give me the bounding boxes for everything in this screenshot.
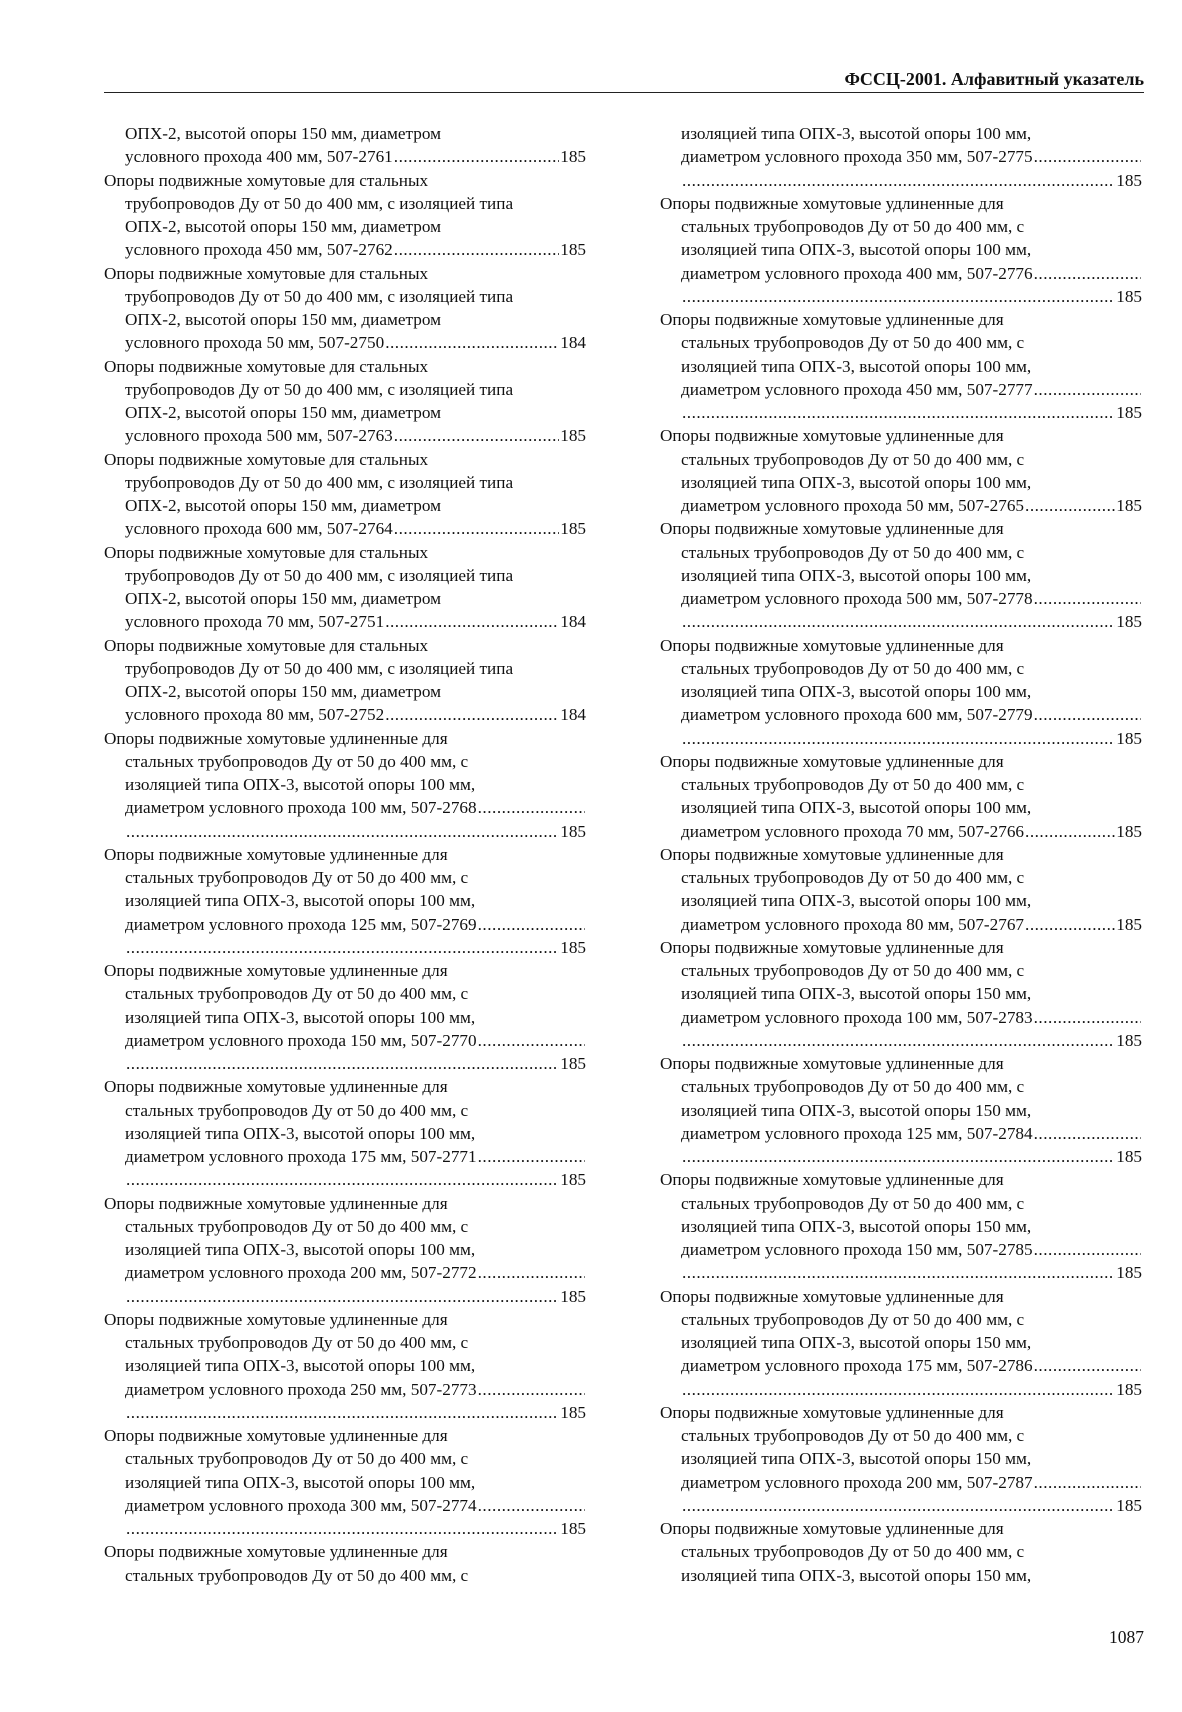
entry-line: ОПХ-2, высотой опоры 150 мм, диаметром [125,310,441,329]
leader-dots [478,796,585,819]
entry-page-line [660,1261,1142,1284]
index-entry [660,192,1142,308]
leader-dots [394,238,559,261]
entry-page-line [660,169,1142,192]
index-entry [104,448,586,541]
entry-page-ref: 185 [1116,728,1142,748]
entry-line: стальных трубопроводов Ду от 50 до 400 мм, с [681,1426,1025,1445]
entry-page-ref: 185 [1116,821,1142,841]
entry-last-line [660,1238,1142,1261]
entry-text: диаметром условного прохода 300 мм, 507-2774 [125,1495,477,1515]
entry-page-ref: 184 [560,705,586,725]
entry-line: стальных трубопроводов Ду от 50 до 400 мм, с [681,1309,1025,1329]
entry-page-line [104,1168,586,1191]
entry-line: стальных трубопроводов Ду от 50 до 400 мм, с [681,1193,1025,1213]
entry-page-line [660,401,1142,424]
leader-dots [682,1494,1115,1517]
entry-line: Опоры подвижные хомутовые удлиненные для [660,751,1004,771]
index-entry [104,262,586,355]
entry-last-line [660,1471,1142,1494]
leader-dots [1034,1354,1141,1377]
entry-text: диаметром условного прохода 100 мм, 507-2783 [681,1007,1033,1027]
leader-dots [1034,703,1141,726]
entry-page-ref: 185 [560,426,586,446]
entry-line: стальных трубопроводов Ду от 50 до 400 мм, с [681,658,1025,678]
entry-line: стальных трубопроводов Ду от 50 до 400 мм, с [681,1077,1025,1097]
index-entry [104,541,586,634]
entry-page-line [104,1285,586,1308]
entry-line: стальных трубопроводов Ду от 50 до 400 мм, с [125,1565,469,1585]
leader-dots [1034,145,1141,168]
entry-text: диаметром условного прохода 350 мм, 507-2775 [681,147,1033,167]
entry-line: изоляцией типа ОПХ-3, высотой опоры 150 мм, [681,1100,1032,1120]
entry-page-line [660,1145,1142,1168]
entry-last-line [104,796,586,819]
entry-page-ref: 185 [560,1402,586,1422]
entry-line: ОПХ-2, высотой опоры 150 мм, диаметром [125,217,441,236]
leader-dots [126,1401,559,1424]
leader-dots [126,936,559,959]
entry-last-line [104,703,586,726]
entry-page-ref: 185 [1116,286,1142,306]
leader-dots [394,145,559,168]
leader-dots [682,610,1115,633]
leader-dots [682,727,1115,750]
leader-dots [385,610,559,633]
leader-dots [394,517,559,540]
entry-line: Опоры подвижные хомутовые удлиненные для [104,1309,448,1329]
entry-page-ref: 185 [560,1054,586,1073]
index-entry [104,1308,586,1424]
entry-page-line [660,727,1142,750]
page-number: 1087 [1109,1627,1144,1647]
entry-last-line [104,1029,586,1052]
entry-line: Опоры подвижные хомутовые для стальных [104,356,429,376]
leader-dots [1034,1006,1141,1029]
entry-text: диаметром условного прохода 200 мм, 507-2772 [125,1263,477,1283]
entry-line: изоляцией типа ОПХ-3, высотой опоры 100 мм, [681,124,1032,143]
entry-last-line [660,1122,1142,1145]
leader-dots [478,1145,585,1168]
leader-dots [478,1261,585,1284]
entry-line: стальных трубопроводов Ду от 50 до 400 мм, с [681,217,1025,236]
entry-page-ref: 184 [560,612,586,632]
entry-line: Опоры подвижные хомутовые для стальных [104,263,429,283]
entry-page-ref: 185 [560,147,586,167]
entry-page-ref: 185 [1116,1379,1142,1399]
leader-dots [126,1517,559,1540]
entry-line: Опоры подвижные хомутовые для стальных [104,542,429,562]
entry-line: трубопроводов Ду от 50 до 400 мм, с изоляцией типа [125,379,514,399]
entry-page-ref: 185 [1116,612,1142,632]
entry-page-line [660,610,1142,633]
index-entry [660,1285,1142,1401]
entry-text: диаметром условного прохода 600 мм, 507-2779 [681,705,1033,725]
entry-line: Опоры подвижные хомутовые удлиненные для [660,519,1004,539]
index-column-left [104,122,586,1587]
entry-last-line [104,1261,586,1284]
index-entry [104,1424,586,1540]
entry-page-ref: 185 [1116,1147,1142,1166]
index-entry [104,959,586,1075]
leader-dots [1034,1238,1141,1261]
index-entry [660,122,1142,192]
leader-dots [682,1145,1115,1168]
entry-text: диаметром условного прохода 70 мм, 507-2766 [681,821,1025,841]
entry-line: изоляцией типа ОПХ-3, высотой опоры 100 мм, [681,565,1032,585]
entry-page-line [104,820,586,843]
entry-last-line [660,145,1142,168]
entry-line: изоляцией типа ОПХ-3, высотой опоры 150 мм, [681,1565,1032,1585]
leader-dots [126,1052,559,1075]
entry-line: стальных трубопроводов Ду от 50 до 400 мм, с [125,1100,469,1120]
leader-dots [478,1378,585,1401]
entry-line: изоляцией типа ОПХ-3, высотой опоры 100 мм, [125,775,476,794]
entry-last-line [104,1145,586,1168]
entry-page-line [660,1494,1142,1517]
index-entry [660,308,1142,424]
index-entry [660,1168,1142,1284]
entry-line: Опоры подвижные хомутовые удлиненные для [660,1054,1004,1073]
entry-last-line [104,424,586,447]
entry-line: изоляцией типа ОПХ-3, высотой опоры 100 мм, [125,1356,476,1376]
index-entry [104,634,586,727]
entry-line: трубопроводов Ду от 50 до 400 мм, с изоляцией типа [125,658,514,678]
entry-page-ref: 185 [1116,496,1142,515]
entry-line: трубопроводов Ду от 50 до 400 мм, с изоляцией типа [125,286,514,306]
index-entry [660,634,1142,750]
entry-line: стальных трубопроводов Ду от 50 до 400 мм, с [681,542,1025,562]
entry-line: Опоры подвижные хомутовые удлиненные для [104,1077,448,1097]
entry-page-ref: 185 [560,1170,586,1190]
entry-line: Опоры подвижные хомутовые удлиненные для [660,635,1004,655]
entry-line: изоляцией типа ОПХ-3, высотой опоры 100 мм, [125,1472,476,1492]
entry-line: ОПХ-2, высотой опоры 150 мм, диаметром [125,589,441,608]
entry-text: условного прохода 500 мм, 507-2763 [125,426,393,446]
index-entry [660,936,1142,1052]
leader-dots [1034,378,1141,401]
index-column-right [660,122,1142,1587]
entry-last-line [660,1006,1142,1029]
leader-dots [682,1029,1115,1052]
entry-line: Опоры подвижные хомутовые удлиненные для [660,1402,1004,1422]
index-entry [104,843,586,959]
entry-line: стальных трубопроводов Ду от 50 до 400 мм, с [681,1542,1025,1562]
entry-text: диаметром условного прохода 500 мм, 507-2778 [681,589,1033,608]
entry-line: стальных трубопроводов Ду от 50 до 400 мм, с [681,775,1025,794]
leader-dots [1034,1471,1141,1494]
entry-text: диаметром условного прохода 50 мм, 507-2765 [681,496,1025,515]
entry-page-ref: 185 [1116,914,1142,934]
entry-page-ref: 185 [560,821,586,841]
leader-dots [682,401,1115,424]
entry-page-line [104,1052,586,1075]
entry-line: стальных трубопроводов Ду от 50 до 400 мм, с [681,333,1025,353]
leader-dots [1025,494,1115,517]
entry-line: Опоры подвижные хомутовые удлиненные для [660,937,1004,957]
entry-last-line [660,378,1142,401]
entry-page-ref: 185 [1116,1030,1142,1050]
entry-text: условного прохода 400 мм, 507-2761 [125,147,393,167]
entry-line: изоляцией типа ОПХ-3, высотой опоры 100 мм, [681,891,1032,911]
entry-line: Опоры подвижные хомутовые для стальных [104,170,429,190]
entry-page-ref: 185 [560,519,586,539]
entry-line: стальных трубопроводов Ду от 50 до 400 мм, с [125,751,469,771]
leader-dots [1034,1122,1141,1145]
leader-dots [385,703,559,726]
leader-dots [682,1378,1115,1401]
entry-text: диаметром условного прохода 125 мм, 507-2784 [681,1123,1033,1143]
entry-text: диаметром условного прохода 400 мм, 507-2776 [681,263,1033,283]
entry-line: стальных трубопроводов Ду от 50 до 400 мм, с [125,1449,469,1469]
index-entry [104,122,586,169]
entry-line: трубопроводов Ду от 50 до 400 мм, с изоляцией типа [125,472,514,492]
entry-line: Опоры подвижные хомутовые удлиненные для [104,728,448,748]
entry-line: трубопроводов Ду от 50 до 400 мм, с изоляцией типа [125,193,514,213]
entry-last-line [104,1378,586,1401]
entry-last-line [660,703,1142,726]
entry-page-ref: 185 [1116,1495,1142,1515]
entry-text: условного прохода 80 мм, 507-2752 [125,705,385,725]
entry-text: диаметром условного прохода 80 мм, 507-2767 [681,914,1025,934]
entry-last-line [104,1494,586,1517]
entry-last-line [660,262,1142,285]
entry-page-line [660,1378,1142,1401]
entry-text: диаметром условного прохода 150 мм, 507-2770 [125,1030,477,1050]
entry-page-ref: 185 [1116,1263,1142,1283]
entry-text: диаметром условного прохода 175 мм, 507-2786 [681,1356,1033,1376]
index-entry [660,843,1142,936]
entry-line: стальных трубопроводов Ду от 50 до 400 мм, с [681,961,1025,980]
index-entry [104,1192,586,1308]
entry-line: изоляцией типа ОПХ-3, высотой опоры 150 мм, [681,984,1032,1004]
entry-page-line [104,1517,586,1540]
entry-line: изоляцией типа ОПХ-3, высотой опоры 100 мм, [125,891,476,911]
leader-dots [126,820,559,843]
entry-line: Опоры подвижные хомутовые удлиненные для [660,310,1004,329]
entry-page-ref: 184 [560,333,586,353]
index-entry [660,1401,1142,1517]
leader-dots [1034,587,1141,610]
index-entry [660,1052,1142,1168]
entry-text: диаметром условного прохода 450 мм, 507-2777 [681,379,1033,399]
leader-dots [478,1494,585,1517]
entry-line: стальных трубопроводов Ду от 50 до 400 мм, с [125,1333,469,1352]
entry-line: Опоры подвижные хомутовые удлиненные для [660,1170,1004,1190]
entry-last-line [104,610,586,633]
header-title: ФССЦ-2001. Алфавитный указатель [844,69,1144,89]
entry-line: изоляцией типа ОПХ-3, высотой опоры 100 мм, [125,1007,476,1027]
entry-text: диаметром условного прохода 100 мм, 507-2768 [125,798,477,818]
entry-line: Опоры подвижные хомутовые удлиненные для [660,426,1004,446]
entry-line: изоляцией типа ОПХ-3, высотой опоры 100 мм, [125,1240,476,1259]
index-entry [660,750,1142,843]
leader-dots [478,1029,585,1052]
entry-page-ref: 185 [560,1286,586,1306]
entry-line: изоляцией типа ОПХ-3, высотой опоры 100 мм, [681,356,1032,376]
entry-last-line [660,820,1142,843]
entry-page-ref: 185 [560,937,586,957]
entry-text: диаметром условного прохода 175 мм, 507-2771 [125,1147,477,1166]
entry-text: условного прохода 600 мм, 507-2764 [125,519,393,539]
entry-text: условного прохода 50 мм, 507-2750 [125,333,385,353]
entry-line: Опоры подвижные хомутовые удлиненные для [104,844,448,864]
entry-last-line [660,913,1142,936]
index-entry [104,1075,586,1191]
running-header [104,68,1144,93]
index-entry [660,517,1142,633]
entry-page-ref: 185 [1116,403,1142,422]
leader-dots [1025,913,1115,936]
entry-line: стальных трубопроводов Ду от 50 до 400 мм, с [125,868,469,887]
entry-page-line [660,285,1142,308]
leader-dots [682,285,1115,308]
entry-line: Опоры подвижные хомутовые удлиненные для [104,961,448,980]
entry-text: условного прохода 70 мм, 507-2751 [125,612,385,632]
entry-line: Опоры подвижные хомутовые удлиненные для [660,1286,1004,1306]
index-entry [660,1517,1142,1587]
entry-last-line [660,494,1142,517]
entry-line: Опоры подвижные хомутовые для стальных [104,635,429,655]
entry-page-ref: 185 [1116,170,1142,190]
leader-dots [1025,820,1115,843]
index-entry [104,727,586,843]
entry-last-line [660,1354,1142,1377]
entry-page-line [104,1401,586,1424]
index-entry [104,1540,586,1587]
entry-line: изоляцией типа ОПХ-3, высотой опоры 100 мм, [681,798,1032,818]
entry-line: ОПХ-2, высотой опоры 150 мм, диаметром [125,496,441,515]
entry-line: Опоры подвижные хомутовые для стальных [104,449,429,469]
entry-line: ОПХ-2, высотой опоры 150 мм, диаметром [125,403,441,422]
entry-line: изоляцией типа ОПХ-3, высотой опоры 150 мм, [681,1449,1032,1469]
index-entry [104,169,586,262]
leader-dots [394,424,559,447]
entry-page-line [104,936,586,959]
entry-last-line [104,145,586,168]
entry-last-line [104,913,586,936]
leader-dots [682,1261,1115,1284]
leader-dots [385,331,559,354]
entry-last-line [660,587,1142,610]
index-entry [660,424,1142,517]
entry-page-ref: 185 [560,1519,586,1538]
entry-line: Опоры подвижные хомутовые удлиненные для [104,1193,448,1213]
entry-line: Опоры подвижные хомутовые удлиненные для [104,1426,448,1445]
leader-dots [126,1285,559,1308]
entry-text: диаметром условного прохода 200 мм, 507-2787 [681,1472,1033,1492]
entry-line: изоляцией типа ОПХ-3, высотой опоры 100 мм, [681,240,1032,260]
leader-dots [126,1168,559,1191]
entry-line: изоляцией типа ОПХ-3, высотой опоры 100 мм, [125,1123,476,1143]
entry-line: изоляцией типа ОПХ-3, высотой опоры 100 мм, [681,682,1032,701]
leader-dots [1034,262,1141,285]
entry-line: ОПХ-2, высотой опоры 150 мм, диаметром [125,682,441,701]
entry-line: Опоры подвижные хомутовые удлиненные для [660,1519,1004,1538]
entry-line: стальных трубопроводов Ду от 50 до 400 мм, с [681,868,1025,887]
entry-line: стальных трубопроводов Ду от 50 до 400 мм, с [681,449,1025,469]
leader-dots [682,169,1115,192]
entry-line: изоляцией типа ОПХ-3, высотой опоры 100 мм, [681,472,1032,492]
entry-page-ref: 185 [560,240,586,260]
entry-line: изоляцией типа ОПХ-3, высотой опоры 150 мм, [681,1333,1032,1352]
entry-last-line [104,331,586,354]
entry-line: стальных трубопроводов Ду от 50 до 400 мм, с [125,984,469,1004]
entry-text: диаметром условного прохода 125 мм, 507-2769 [125,914,477,934]
entry-page-line [660,1029,1142,1052]
entry-text: диаметром условного прохода 250 мм, 507-2773 [125,1379,477,1399]
entry-line: Опоры подвижные хомутовые удлиненные для [104,1542,448,1562]
entry-line: трубопроводов Ду от 50 до 400 мм, с изоляцией типа [125,565,514,585]
entry-last-line [104,238,586,261]
entry-line: ОПХ-2, высотой опоры 150 мм, диаметром [125,124,441,143]
entry-line: Опоры подвижные хомутовые удлиненные для [660,193,1004,213]
entry-text: диаметром условного прохода 150 мм, 507-2785 [681,1240,1033,1259]
leader-dots [478,913,585,936]
entry-line: Опоры подвижные хомутовые удлиненные для [660,844,1004,864]
entry-line: стальных трубопроводов Ду от 50 до 400 мм, с [125,1216,469,1236]
entry-line: изоляцией типа ОПХ-3, высотой опоры 150 мм, [681,1216,1032,1236]
index-entry [104,355,586,448]
entry-last-line [104,517,586,540]
entry-text: условного прохода 450 мм, 507-2762 [125,240,393,260]
